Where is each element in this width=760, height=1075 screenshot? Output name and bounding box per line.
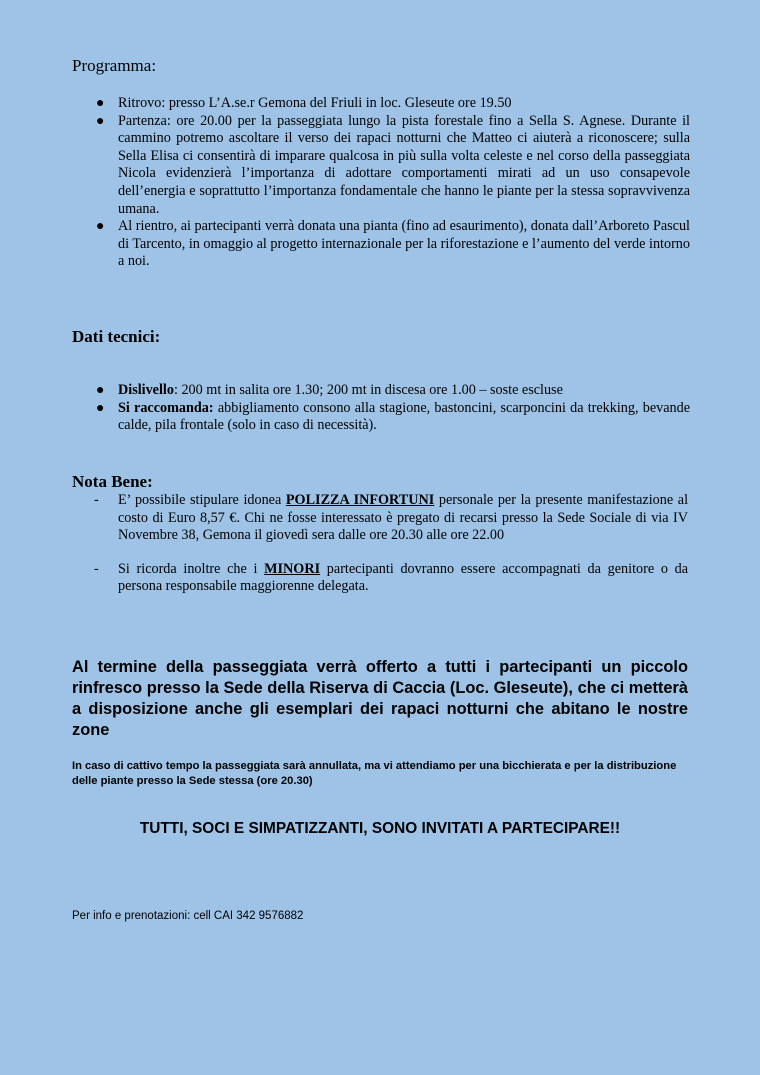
bullet-icon: ● <box>96 219 105 235</box>
programma-list <box>72 95 690 271</box>
list-item: ● Si raccomanda: abbigliamento consono alla stagione, bastoncini, scarponcini da trekking, bevande calde, pila frontale (solo in caso di necessità). <box>96 399 690 434</box>
dash-marker: - <box>94 560 99 577</box>
dash-marker: - <box>94 492 99 508</box>
nota-bene-heading: Nota Bene: <box>72 472 153 491</box>
bullet-icon: ● <box>96 113 105 129</box>
dati-tecnici-heading: Dati tecnici: <box>72 327 161 346</box>
bullet-icon: ● <box>96 400 105 416</box>
list-item: - Si ricorda inoltre che i MINORI partecipanti dovranno essere accompagnati da genitore o da persona responsabile maggiorenne delegata. <box>94 560 688 595</box>
list-item: ● Partenza: ore 20.00 per la passeggiata lungo la pista forestale fino a Sella S. Agnese. Durante il cammino potremo ascoltare il verso dei rapaci notturni che Matteo ci aiuterà a riconoscere; sulla Sella Elisa ci consentirà di imparare qualcosa in più sulla volta celeste e nel corso della passeggiata Nicola evidenzierà l’importanza di adottare comportamenti mirati ad un uso consapevole dell’energia e soprattutto l’importanza fondamentale che hanno le piante per la stessa sopravvivenza umana. <box>96 112 690 217</box>
bullet-icon: ● <box>96 96 105 111</box>
invitation-banner: TUTTI, SOCI E SIMPATIZZANTI, SONO INVITATI A PARTECIPARE!! <box>139 820 621 837</box>
list-item: ● Al rientro, ai partecipanti verrà donata una pianta (fino ad esaurimento), donata dall’Arboreto Pascul di Tarcento, in omaggio al progetto internazionale per la riforestazione e l’aumento del verde intorno a noi. <box>96 218 690 270</box>
maltempo-notice: In caso di cattivo tempo la passeggiata sarà annullata, ma vi attendiamo per una bicchierata e per la distribuzione delle piante presso la Sede stessa (ore 20.30) <box>72 760 677 787</box>
list-item: ● Dislivello: 200 mt in salita ore 1.30; 200 mt in discesa ore 1.00 – soste escluse <box>96 382 563 398</box>
dati-tecnici-list <box>72 382 690 435</box>
polizza-highlight: POLIZZA INFORTUNI <box>285 492 435 508</box>
list-item: - E’ possibile stipulare idonea POLIZZA INFORTUNI personale per la presente manifestazione al costo di Euro 8,57 €. Chi ne fosse interessato è pregato di recarsi presso la Sede Sociale di via IV Novembre 38, Gemona il giovedì sera dalle ore 20.30 alle ore 22.00 <box>94 492 689 544</box>
minori-highlight: MINORI <box>264 560 321 577</box>
list-item: ● Ritrovo: presso L’A.se.r Gemona del Friuli in loc. Gleseute ore 19.50 <box>96 95 512 111</box>
contact-info: Per info e prenotazioni: cell CAI 342 9576882 <box>72 910 304 922</box>
rinfresco-notice: Al termine della passeggiata verrà offerto a tutti i partecipanti un piccolo rinfresco presso la Sede della Riserva di Caccia (Loc. Gleseute), che ci metterà a disposizione anche gli esemplari dei rapaci notturni che abitano le nostre zone <box>72 658 688 739</box>
bullet-icon: ● <box>96 383 105 398</box>
nota-bene-list <box>72 492 688 596</box>
programma-heading: Programma: <box>72 56 157 75</box>
